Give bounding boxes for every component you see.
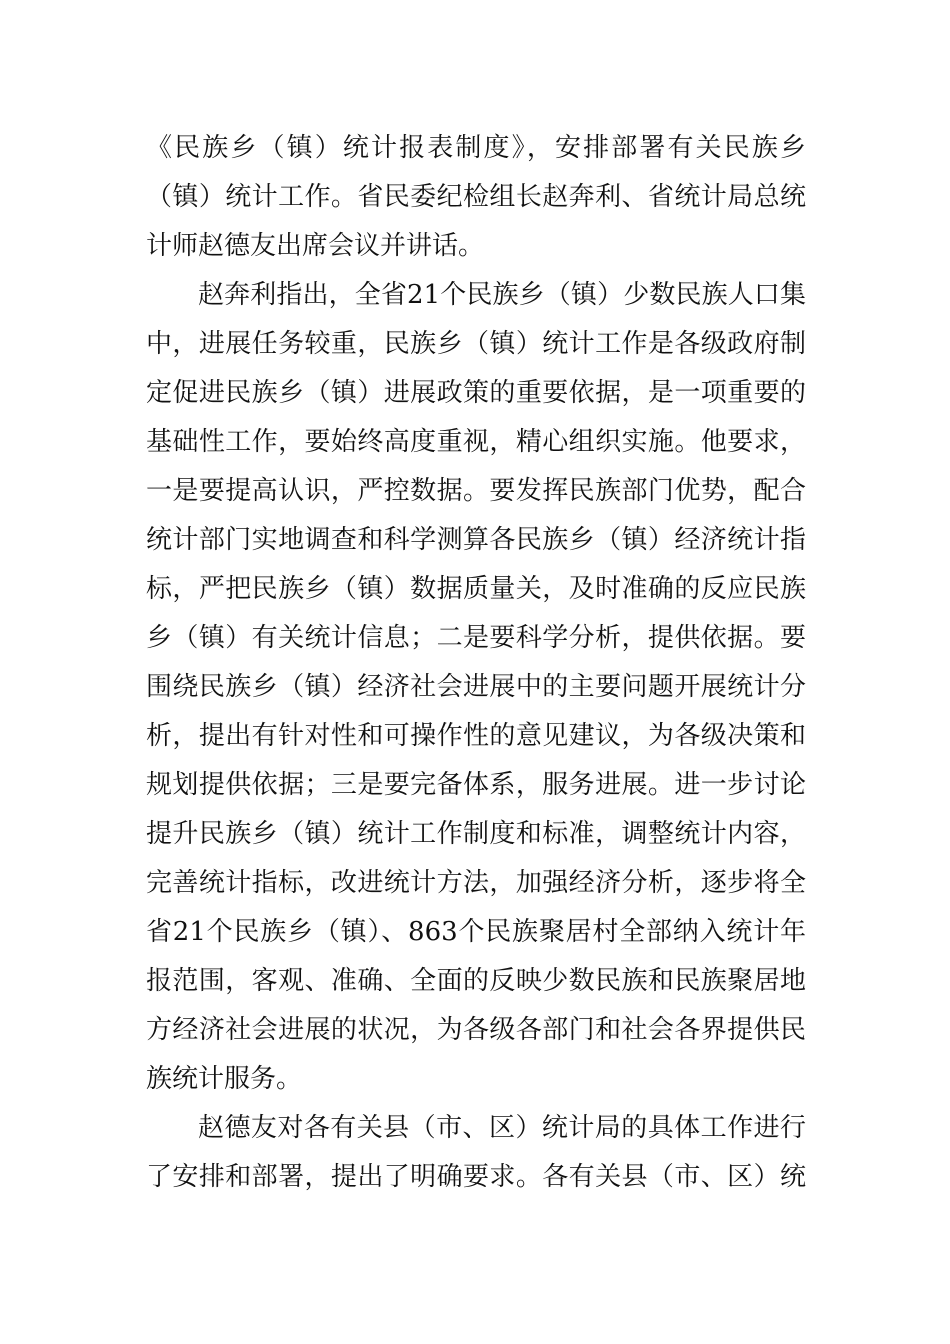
body-text — [146, 124, 806, 1202]
text-line: 《民族乡（镇）统计报表制度》，安排部署有关民族乡 — [146, 133, 806, 163]
text-line: 赵奔利指出，全省21个民族乡（镇）少数民族人口集 — [198, 280, 806, 310]
text-line: 完善统计指标，改进统计方法，加强经济分析，逐步将全 — [146, 868, 806, 898]
text-line: 族统计服务。 — [146, 1064, 303, 1094]
text-line: 标，严把民族乡（镇）数据质量关，及时准确的反应民族 — [146, 574, 806, 604]
text-line: 定促进民族乡（镇）进展政策的重要依据，是一项重要的 — [146, 378, 806, 408]
text-line: （镇）统计工作。省民委纪检组长赵奔利、省统计局总统 — [146, 182, 806, 212]
text-line: 中，进展任务较重，民族乡（镇）统计工作是各级政府制 — [146, 329, 806, 359]
text-line: 一是要提高认识，严控数据。要发挥民族部门优势，配合 — [146, 476, 806, 506]
text-line: 计师赵德友出席会议并讲话。 — [146, 231, 485, 261]
text-line: 统计部门实地调查和科学测算各民族乡（镇）经济统计指 — [146, 525, 806, 555]
text-line: 析，提出有针对性和可操作性的意见建议，为各级决策和 — [146, 721, 806, 751]
text-line: 规划提供依据；三是要完备体系，服务进展。进一步讨论 — [146, 770, 806, 800]
text-line: 报范围，客观、准确、全面的反映少数民族和民族聚居地 — [146, 966, 806, 996]
text-line: 赵德友对各有关县（市、区）统计局的具体工作进行 — [198, 1113, 806, 1143]
text-line: 方经济社会进展的状况，为各级各部门和社会各界提供民 — [146, 1015, 806, 1045]
text-line: 了安排和部署，提出了明确要求。各有关县（市、区）统 — [146, 1162, 806, 1192]
text-line: 围绕民族乡（镇）经济社会进展中的主要问题开展统计分 — [146, 672, 806, 702]
text-line: 提升民族乡（镇）统计工作制度和标准，调整统计内容， — [146, 819, 806, 849]
text-line: 基础性工作，要始终高度重视，精心组织实施。他要求， — [146, 427, 806, 457]
text-line: 乡（镇）有关统计信息；二是要科学分析，提供依据。要 — [146, 623, 806, 653]
text-line: 省21个民族乡（镇）、863个民族聚居村全部纳入统计年 — [146, 917, 806, 947]
